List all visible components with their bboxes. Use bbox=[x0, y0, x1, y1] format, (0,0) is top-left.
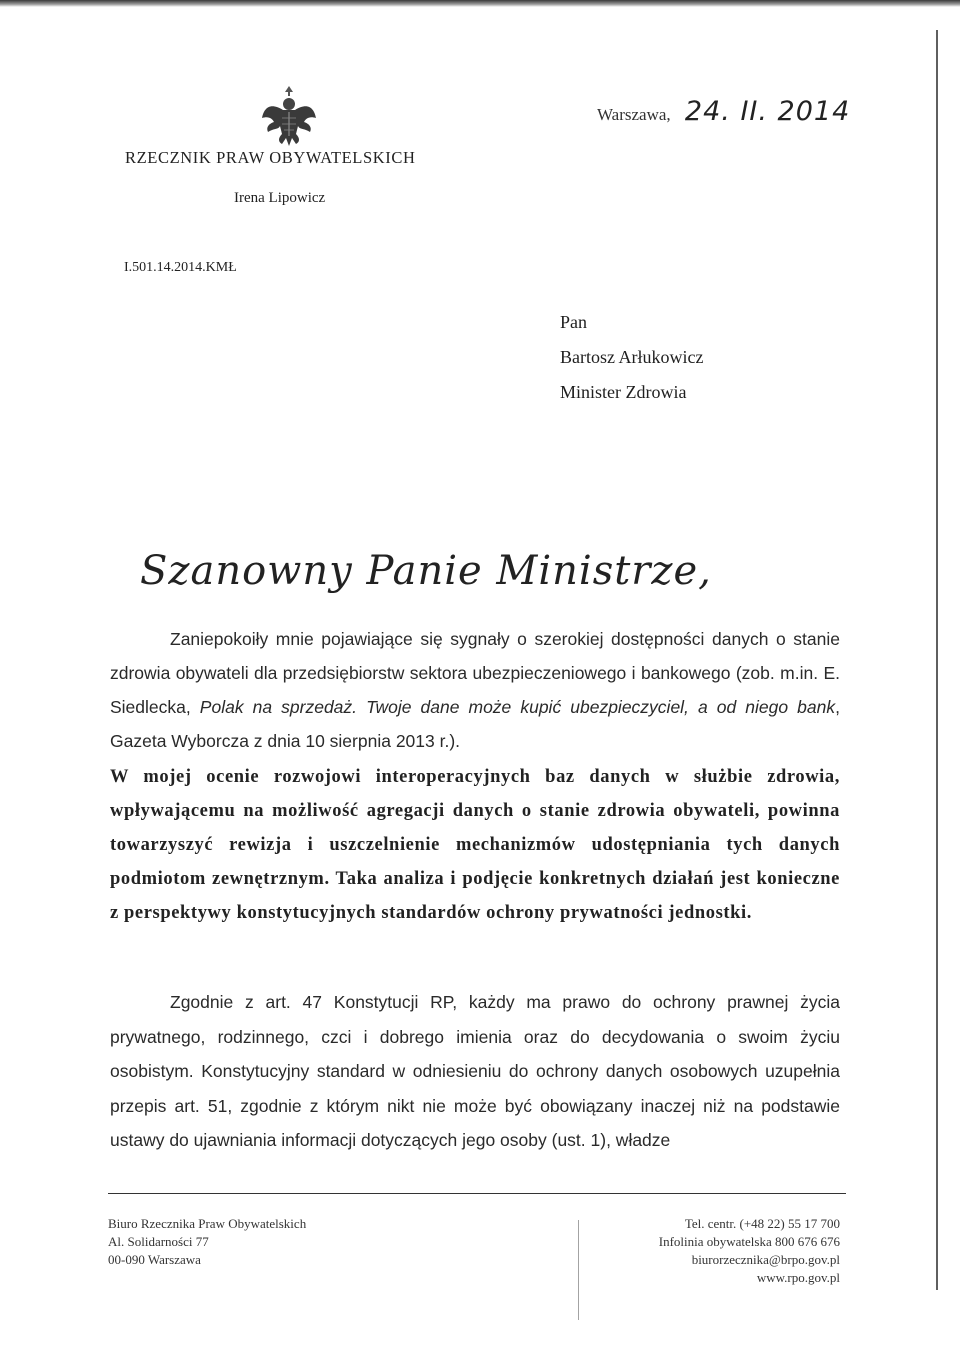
reference-number: I.501.14.2014.KMŁ bbox=[124, 260, 237, 275]
article-citation: Polak na sprzedaż. Twoje dane może kupić ubezpieczyciel, a od niego bank bbox=[199, 697, 836, 717]
paragraph-1-text-a: Zaniepokoiły mnie pojawiające się sygnały o szerokiej dostępności danych o stanie zdrowia obywateli dla przedsiębiorstw sektora ubezpieczeniowego i bankowego (zob. m.in. E. Siedlecka, bbox=[110, 629, 840, 717]
place-date bbox=[597, 96, 850, 127]
footer-email: biurorzecznika@brpo.gov.pl bbox=[691, 1252, 840, 1267]
footer-contact bbox=[600, 1215, 840, 1287]
addressee-title: Pan bbox=[560, 312, 587, 332]
paragraph-2-bold: W mojej ocenie rozwojowi interoperacyjnych baz danych w służbie zdrowia, wpływającemu na możliwość agregacji danych o stanie zdrowia obywateli, powinna towarzyszyć rewizja i uszczelnienie mechanizmów udostępniania tych danych podmiotom zewnętrznym. Taka analiza i podjęcie konkretnych działań jest konieczne z perspektywy konstytucyjnych standardów ochrony prywatności jednostki. bbox=[110, 767, 840, 923]
addressee-name: Bartosz Arłukowicz bbox=[560, 347, 704, 367]
paragraph-1 bbox=[110, 622, 840, 758]
footer-office: Biuro Rzecznika Praw Obywatelskich bbox=[108, 1216, 307, 1231]
footer-website: www.rpo.gov.pl bbox=[756, 1270, 840, 1285]
place: Warszawa, bbox=[597, 105, 671, 124]
handwritten-salutation: Szanowny Panie Ministrze, bbox=[140, 548, 712, 594]
addressee-position: Minister Zdrowia bbox=[560, 382, 687, 402]
scan-margin-line bbox=[936, 30, 938, 1290]
paragraph-3: Zgodnie z art. 47 Konstytucji RP, każdy ma prawo do ochrony prawnej życia prywatnego, rodzinnego, czci i dobrego imienia oraz do decydowania o swoim życiu osobistym. Konstytucyjny standard w odniesieniu do ochrony danych osobowych uzupełnia przepis art. 51, zgodnie z którym nikt nie może być obowiązany inaczej niż na podstawie ustawy do ujawniania informacji dotyczących jego osoby (ust. 1), władze bbox=[110, 992, 840, 1150]
addressee-block bbox=[560, 305, 703, 410]
footer-city: 00-090 Warszawa bbox=[108, 1252, 201, 1267]
footer-address bbox=[108, 1215, 306, 1269]
footer-column-divider bbox=[578, 1220, 579, 1320]
sender-name: Irena Lipowicz bbox=[234, 190, 326, 206]
handwritten-date: 24. II. 2014 bbox=[684, 96, 851, 127]
footer-phone: Tel. centr. (+48 22) 55 17 700 bbox=[684, 1216, 840, 1231]
footer-divider-line bbox=[108, 1193, 846, 1194]
paragraph-1-text-b: , Gazeta Wyborcza z dnia 10 sierpnia 2013 r.). bbox=[110, 697, 840, 751]
scan-edge bbox=[0, 0, 960, 7]
footer-street: Al. Solidarności 77 bbox=[108, 1234, 209, 1249]
footer-hotline: Infolinia obywatelska 800 676 676 bbox=[658, 1234, 840, 1249]
institution-name: RZECZNIK PRAW OBYWATELSKICH bbox=[125, 148, 416, 167]
polish-eagle-emblem-icon bbox=[260, 82, 318, 150]
